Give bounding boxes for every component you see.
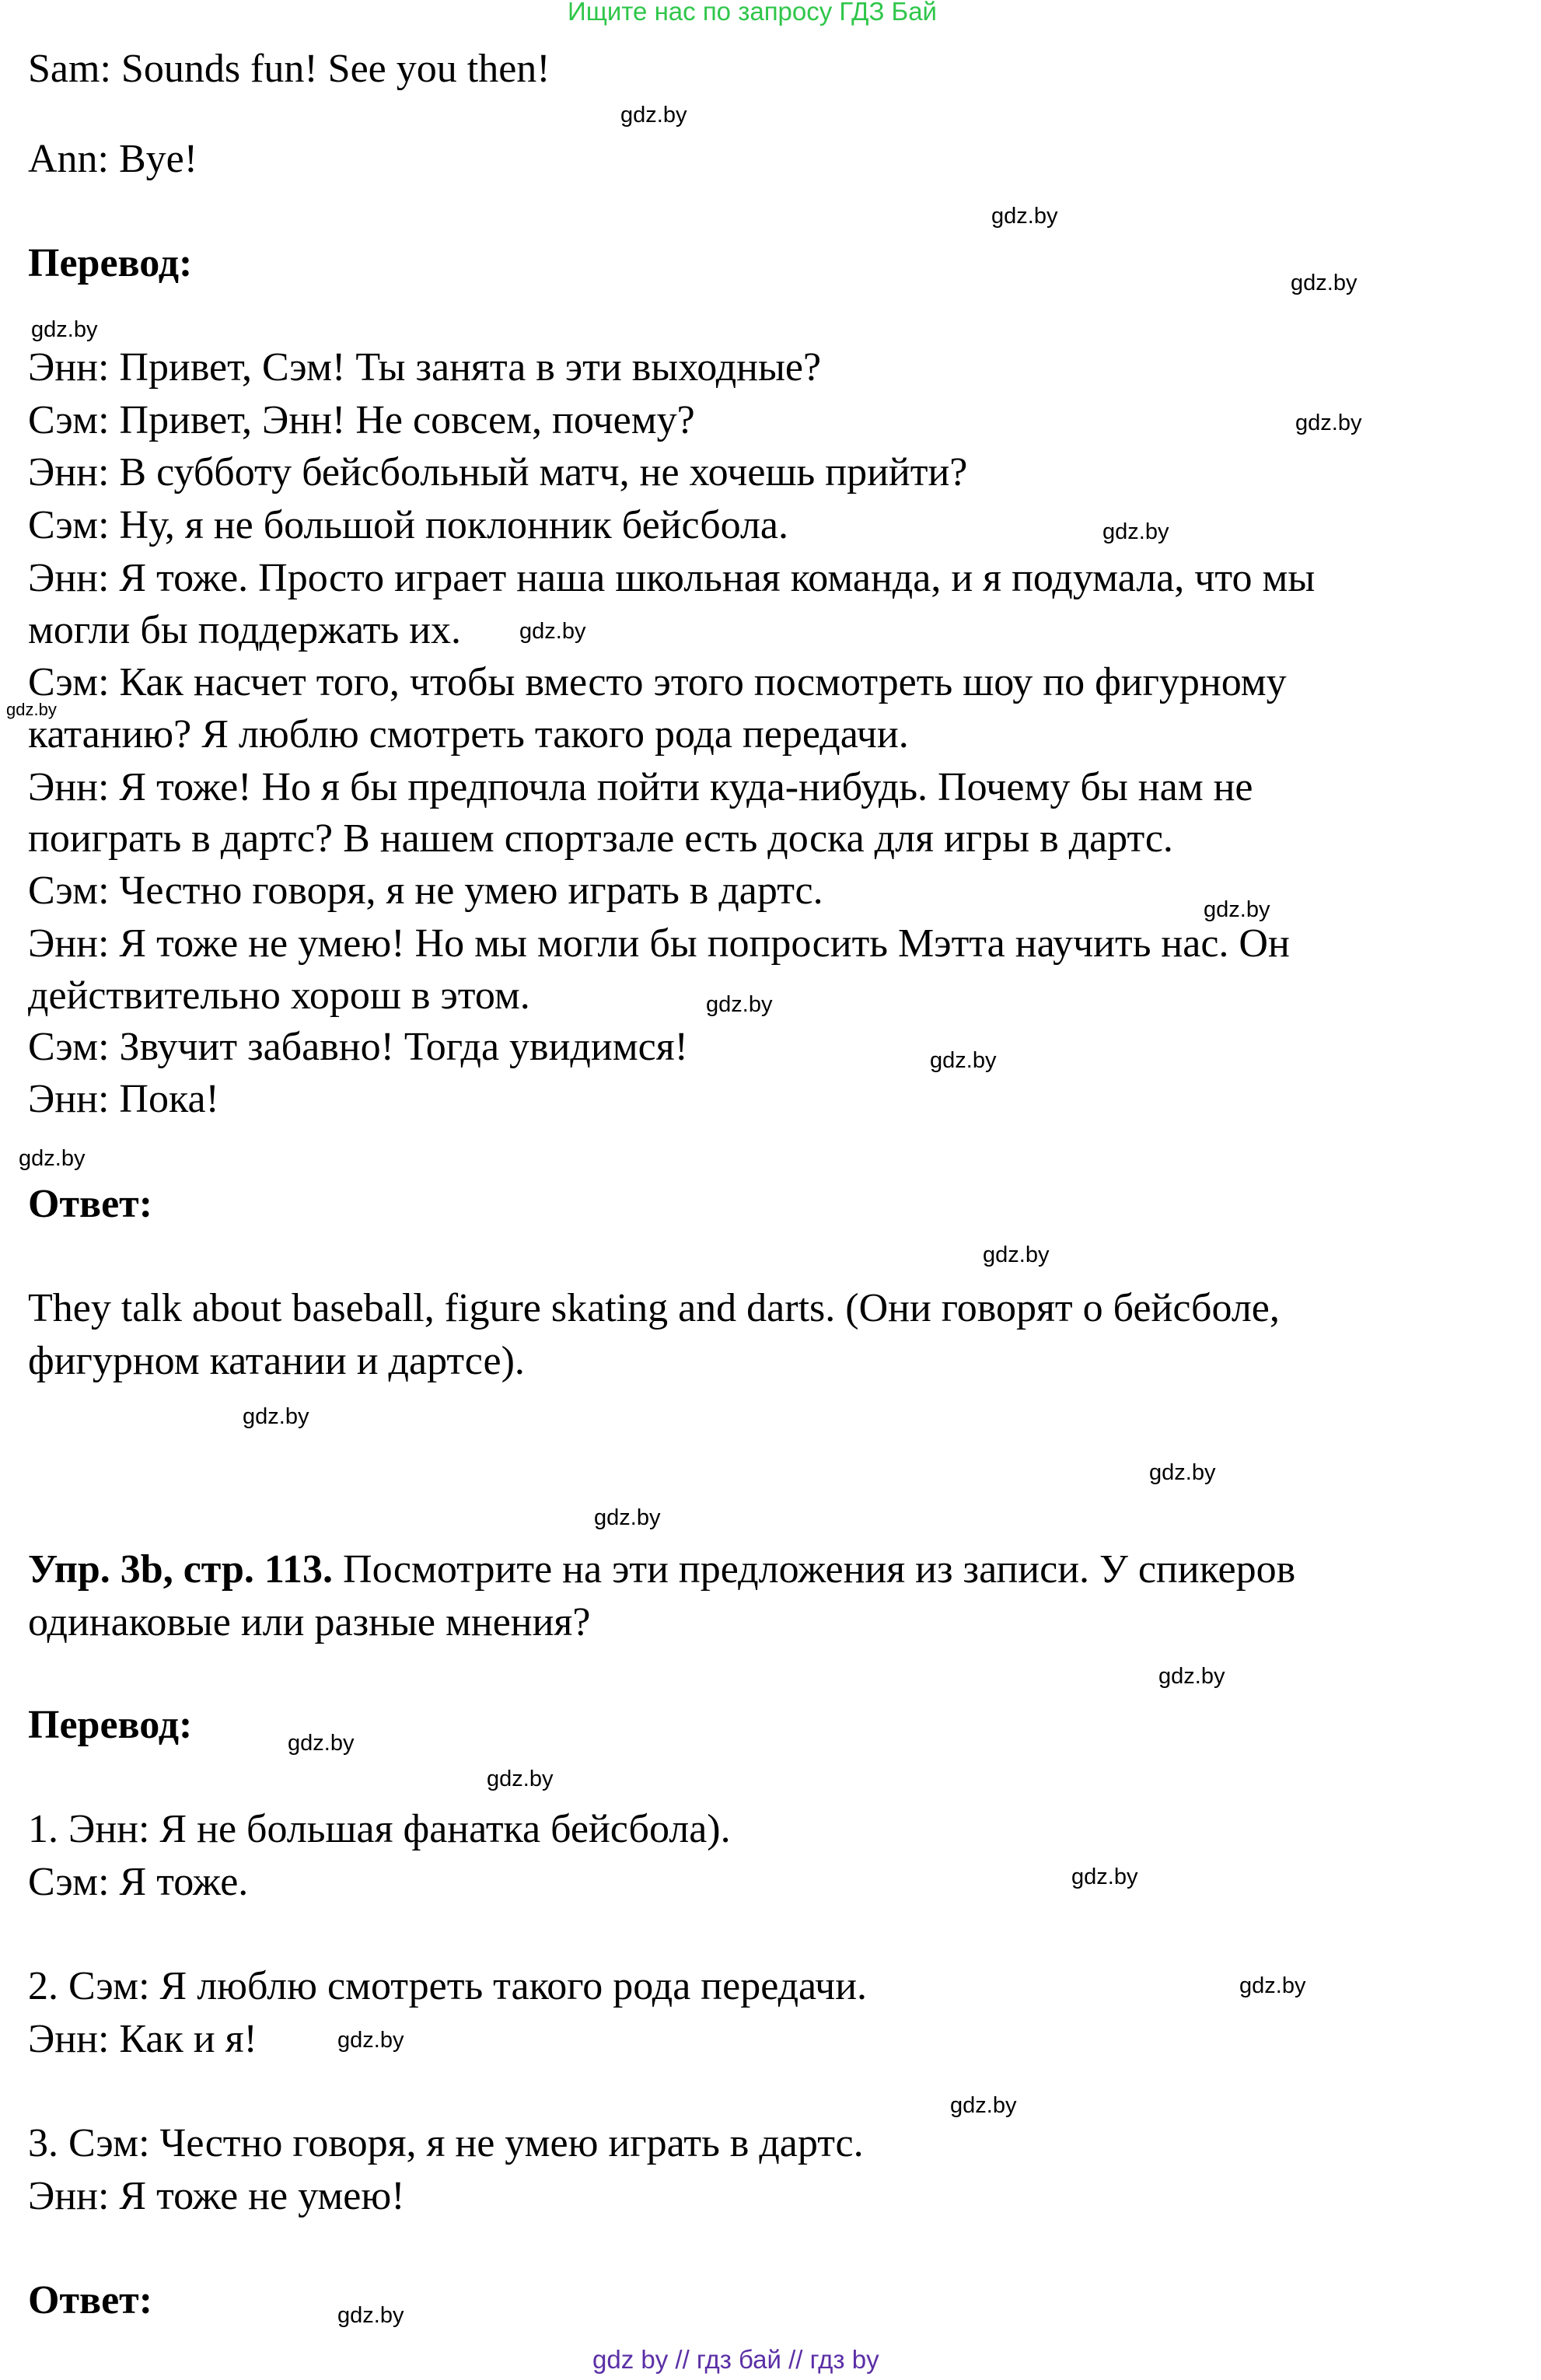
watermark: gdz.by	[620, 103, 687, 128]
footer-links[interactable]: gdz by // гдз бай // гдз by	[592, 2345, 879, 2374]
watermark: gdz.by	[983, 1242, 1050, 1267]
watermark: gdz.by	[1102, 519, 1169, 544]
watermark: gdz.by	[1204, 897, 1270, 922]
watermark: gdz.by	[6, 700, 57, 719]
exercise-item-line: 2. Сэм: Я люблю смотреть такого рода передачи.	[28, 1964, 868, 2008]
translation-line: поиграть в дартс? В нашем спортзале есть доска для игры в дартс.	[28, 816, 1173, 861]
translation-line: Энн: В субботу бейсбольный матч, не хочешь прийти?	[28, 450, 968, 495]
exercise-title-line	[28, 1544, 1295, 1595]
watermark: gdz.by	[337, 2028, 404, 2053]
watermark: gdz.by	[991, 204, 1058, 229]
watermark: gdz.by	[487, 1767, 554, 1791]
translation-line: Сэм: Звучит забавно! Тогда увидимся!	[28, 1025, 688, 1069]
translation-line: Энн: Я тоже. Просто играет наша школьная команда, и я подумала, что мы	[28, 556, 1316, 600]
dialogue-line: Sam: Sounds fun! See you then!	[28, 47, 550, 91]
watermark: gdz.by	[19, 1146, 86, 1171]
watermark: gdz.by	[930, 1048, 997, 1073]
answer-line: They talk about baseball, figure skating and darts. (Они говорят о бейсболе,	[28, 1286, 1280, 1330]
watermark: gdz.by	[288, 1731, 355, 1756]
dialogue-line: Ann: Bye!	[28, 137, 198, 181]
watermark: gdz.by	[31, 317, 98, 342]
translation-line: Сэм: Ну, я не большой поклонник бейсбола.	[28, 503, 788, 547]
answer2-heading: Ответ:	[28, 2278, 153, 2322]
watermark: gdz.by	[1158, 1664, 1225, 1689]
translation-line: Энн: Я тоже не умею! Но мы могли бы попросить Мэтта научить нас. Он	[28, 921, 1290, 966]
watermark: gdz.by	[706, 992, 773, 1017]
translation-line: Энн: Пока!	[28, 1077, 219, 1121]
exercise-text: Посмотрите на эти предложения из записи. У спикеров	[333, 1547, 1296, 1592]
watermark: gdz.by	[519, 619, 586, 644]
translation2-heading: Перевод:	[28, 1703, 193, 1747]
answer-line: фигурном катании и дартсе).	[28, 1339, 525, 1383]
translation-line: Энн: Привет, Сэм! Ты занята в эти выходные?	[28, 345, 822, 390]
translation-heading: Перевод:	[28, 241, 193, 285]
exercise-item-line: Сэм: Я тоже.	[28, 1860, 249, 1904]
watermark: gdz.by	[1291, 271, 1358, 295]
translation-line: Сэм: Привет, Энн! Не совсем, почему?	[28, 398, 695, 442]
translation-line: Сэм: Честно говоря, я не умею играть в дартс.	[28, 868, 823, 913]
top-banner[interactable]: Ищите нас по запросу ГДЗ Бай	[568, 0, 937, 26]
exercise-item-line: Энн: Я тоже не умею!	[28, 2174, 405, 2218]
watermark: gdz.by	[950, 2093, 1017, 2118]
exercise-title: Упр. 3b, стр. 113.	[28, 1547, 334, 1592]
exercise-item-line: 3. Сэм: Честно говоря, я не умею играть в дартс.	[28, 2121, 864, 2165]
watermark: gdz.by	[337, 2303, 404, 2328]
translation-line: Сэм: Как насчет того, чтобы вместо этого посмотреть шоу по фигурному	[28, 660, 1287, 704]
watermark: gdz.by	[1239, 1973, 1306, 1998]
translation-line: Энн: Я тоже! Но я бы предпочла пойти куда-нибудь. Почему бы нам не	[28, 765, 1253, 809]
watermark: gdz.by	[594, 1505, 661, 1530]
exercise-item-line: Энн: Как и я!	[28, 2017, 257, 2061]
translation-line: могли бы поддержать их.	[28, 608, 462, 652]
answer-heading: Ответ:	[28, 1182, 153, 1226]
watermark: gdz.by	[243, 1404, 309, 1429]
exercise-text-line: одинаковые или разные мнения?	[28, 1600, 591, 1644]
translation-line: катанию? Я люблю смотреть такого рода передачи.	[28, 712, 909, 757]
watermark: gdz.by	[1071, 1865, 1138, 1889]
exercise-item-line: 1. Энн: Я не большая фанатка бейсбола).	[28, 1807, 731, 1851]
translation-line: действительно хорош в этом.	[28, 973, 530, 1018]
watermark: gdz.by	[1149, 1460, 1216, 1485]
watermark: gdz.by	[1295, 411, 1362, 435]
